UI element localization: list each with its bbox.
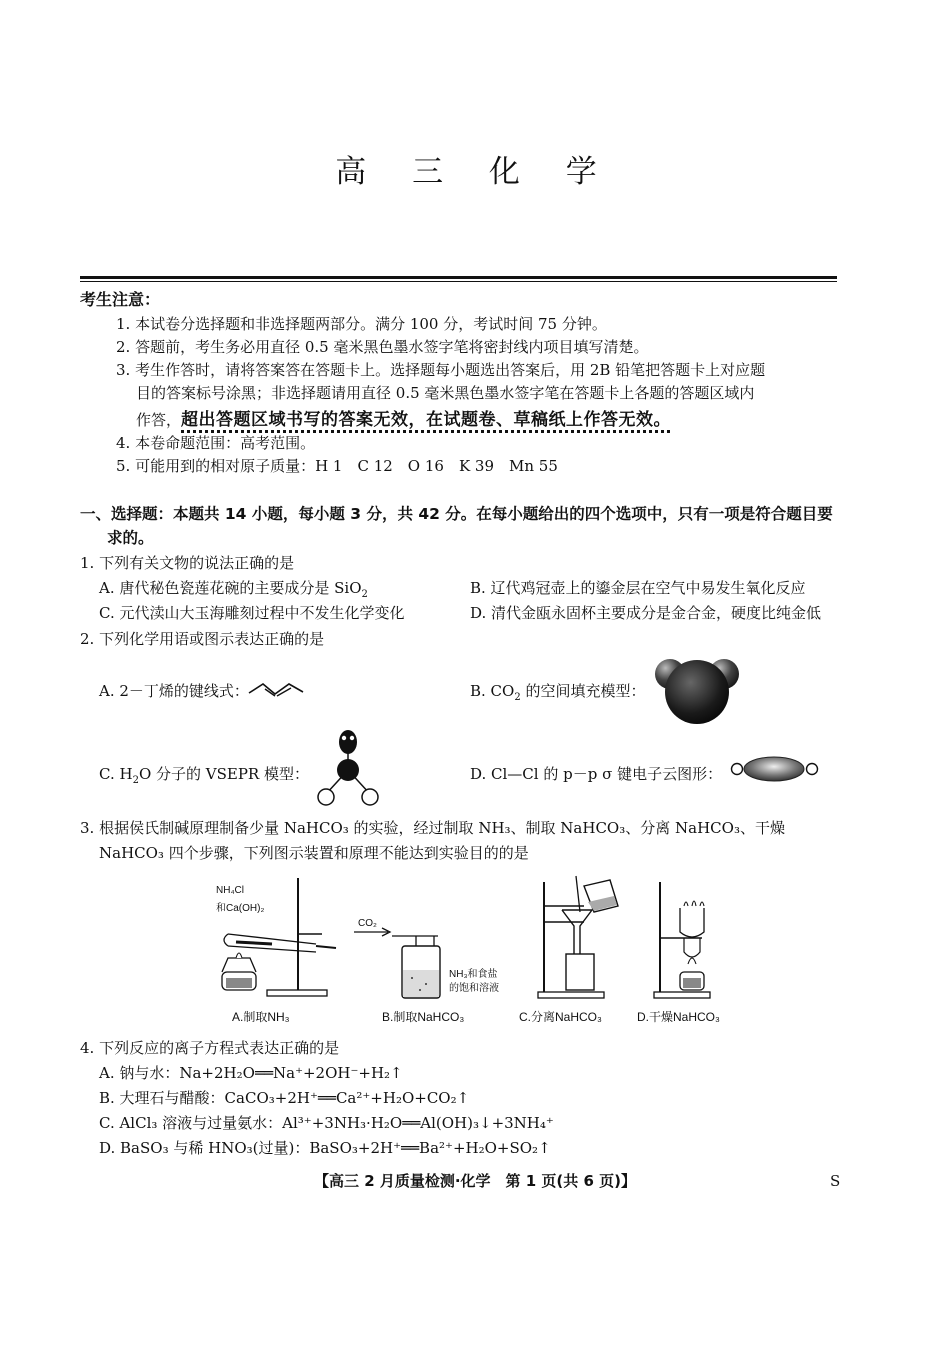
q3-stem-line1: 3. 根据侯氏制碱原理制备少量 NaHCO₃ 的实验，经过制取 NH₃、制取 NaHCO₃、分离 NaHCO₃、干燥 [80, 819, 785, 837]
co2-label: CO₂ [358, 918, 377, 929]
caption-a: A.制取NH₃ [232, 1010, 290, 1024]
solution-label-2: 的饱和溶液 [449, 983, 499, 994]
notice-item-1: 1. 本试卷分选择题和非选择题两部分。满分 100 分，考试时间 75 分钟。 [116, 315, 607, 333]
reagent-label-2: 和Ca(OH)₂ [216, 903, 265, 914]
notice-heading: 考生注意： [80, 290, 161, 309]
caption-b: B.制取NaHCO₃ [382, 1010, 465, 1024]
apparatus-d-diagram [650, 872, 720, 1002]
notice-item-3-tail-text: 作答， [136, 411, 182, 429]
caption-d: D.干燥NaHCO₃ [637, 1010, 720, 1024]
q2-option-b-pre: B. CO [470, 682, 515, 700]
q2-option-c [99, 763, 309, 786]
co2-space-filling-icon [654, 652, 740, 724]
q4-option-d: D. BaSO₃ 与稀 HNO₃(过量)：BaSO₃+2H⁺══Ba²⁺+H₂O+SO₂↑ [99, 1139, 551, 1157]
reagent-label-1: NH₄Cl [216, 885, 244, 896]
page-title: 高 三 化 学 [335, 154, 615, 190]
section-heading: 一、选择题：本题共 14 小题，每小题 3 分，共 42 分。在每小题给出的四个选项中，只有一项是符合题目要 [80, 505, 833, 523]
header-rule [80, 276, 837, 279]
notice-item-4: 4. 本卷命题范围：高考范围。 [116, 434, 316, 452]
notice-item-5: 5. 可能用到的相对原子质量：H 1 C 12 O 16 K 39 Mn 55 [116, 457, 558, 475]
q4-option-c: C. AlCl₃ 溶液与过量氨水：Al³⁺+3NH₃·H₂O══Al(OH)₃↓+3NH₄⁺ [99, 1114, 554, 1132]
q1-option-a [99, 577, 368, 600]
page-footer: 【高三 2 月质量检测·化学 第 1 页(共 6 页)】 [313, 1172, 637, 1190]
apparatus-a-diagram [212, 872, 357, 1000]
q1-option-c: C. 元代渎山大玉海雕刻过程中不发生化学变化 [99, 604, 405, 622]
q2-option-c-post: O 分子的 VSEPR 模型： [138, 765, 309, 783]
q2-option-b-post: 的空间填充模型： [520, 682, 646, 700]
q1-option-a-sub: 2 [361, 589, 368, 600]
q2-option-d: D. Cl—Cl 的 p－p σ 键电子云图形： [470, 765, 723, 783]
butene-skeletal-icon [247, 676, 307, 700]
apparatus-c-diagram [536, 872, 626, 1002]
apparatus-b-diagram [354, 926, 444, 1001]
q2-stem: 2. 下列化学用语或图示表达正确的是 [80, 630, 325, 648]
q2-option-c-sub: 2 [132, 775, 139, 786]
header-rule-thin [80, 281, 837, 282]
q4-stem: 4. 下列反应的离子方程式表达正确的是 [80, 1039, 340, 1057]
sigma-bond-icon [728, 756, 820, 782]
q2-option-c-pre: C. H [99, 765, 133, 783]
q4-option-a: A. 钠与水：Na+2H₂O══Na⁺+2OH⁻+H₂↑ [99, 1064, 403, 1082]
q1-option-d: D. 清代金瓯永固杯主要成分是金合金，硬度比纯金低 [470, 604, 822, 622]
notice-item-3-cont: 目的答案标号涂黑；非选择题请用直径 0.5 毫米黑色墨水签字笔在答题卡上各题的答题区域内 [136, 384, 755, 402]
q2-option-a: A. 2－丁烯的键线式： [99, 682, 249, 700]
notice-emphasis: 超出答题区域书写的答案无效，在试题卷、草稿纸上作答无效。 [181, 410, 672, 430]
q4-option-b: B. 大理石与醋酸：CaCO₃+2H⁺══Ca²⁺+H₂O+CO₂↑ [99, 1089, 470, 1107]
notice-item-3-tail [136, 405, 671, 430]
notice-item-2: 2. 答题前，考生务必用直径 0.5 毫米黑色墨水签字笔将密封线内项目填写清楚。 [116, 338, 649, 356]
q1-stem: 1. 下列有关文物的说法正确的是 [80, 554, 295, 572]
h2o-vsepr-icon [312, 730, 384, 810]
caption-c: C.分离NaHCO₃ [519, 1010, 602, 1024]
q2-option-b [470, 680, 646, 703]
solution-label-1: NH₃和食盐 [449, 969, 498, 980]
q1-option-b: B. 辽代鸡冠壶上的鎏金层在空气中易发生氧化反应 [470, 579, 806, 597]
q1-option-a-text: A. 唐代秘色瓷莲花碗的主要成分是 SiO [99, 579, 362, 597]
q2-option-b-sub: 2 [514, 692, 521, 703]
section-heading-cont: 求的。 [107, 529, 154, 547]
paper-version-tag: S [830, 1172, 841, 1190]
notice-item-3: 3. 考生作答时，请将答案答在答题卡上。选择题每小题选出答案后，用 2B 铅笔把答题卡上对应题 [116, 361, 766, 379]
q3-stem-line2: NaHCO₃ 四个步骤，下列图示装置和原理不能达到实验目的的是 [99, 844, 529, 862]
